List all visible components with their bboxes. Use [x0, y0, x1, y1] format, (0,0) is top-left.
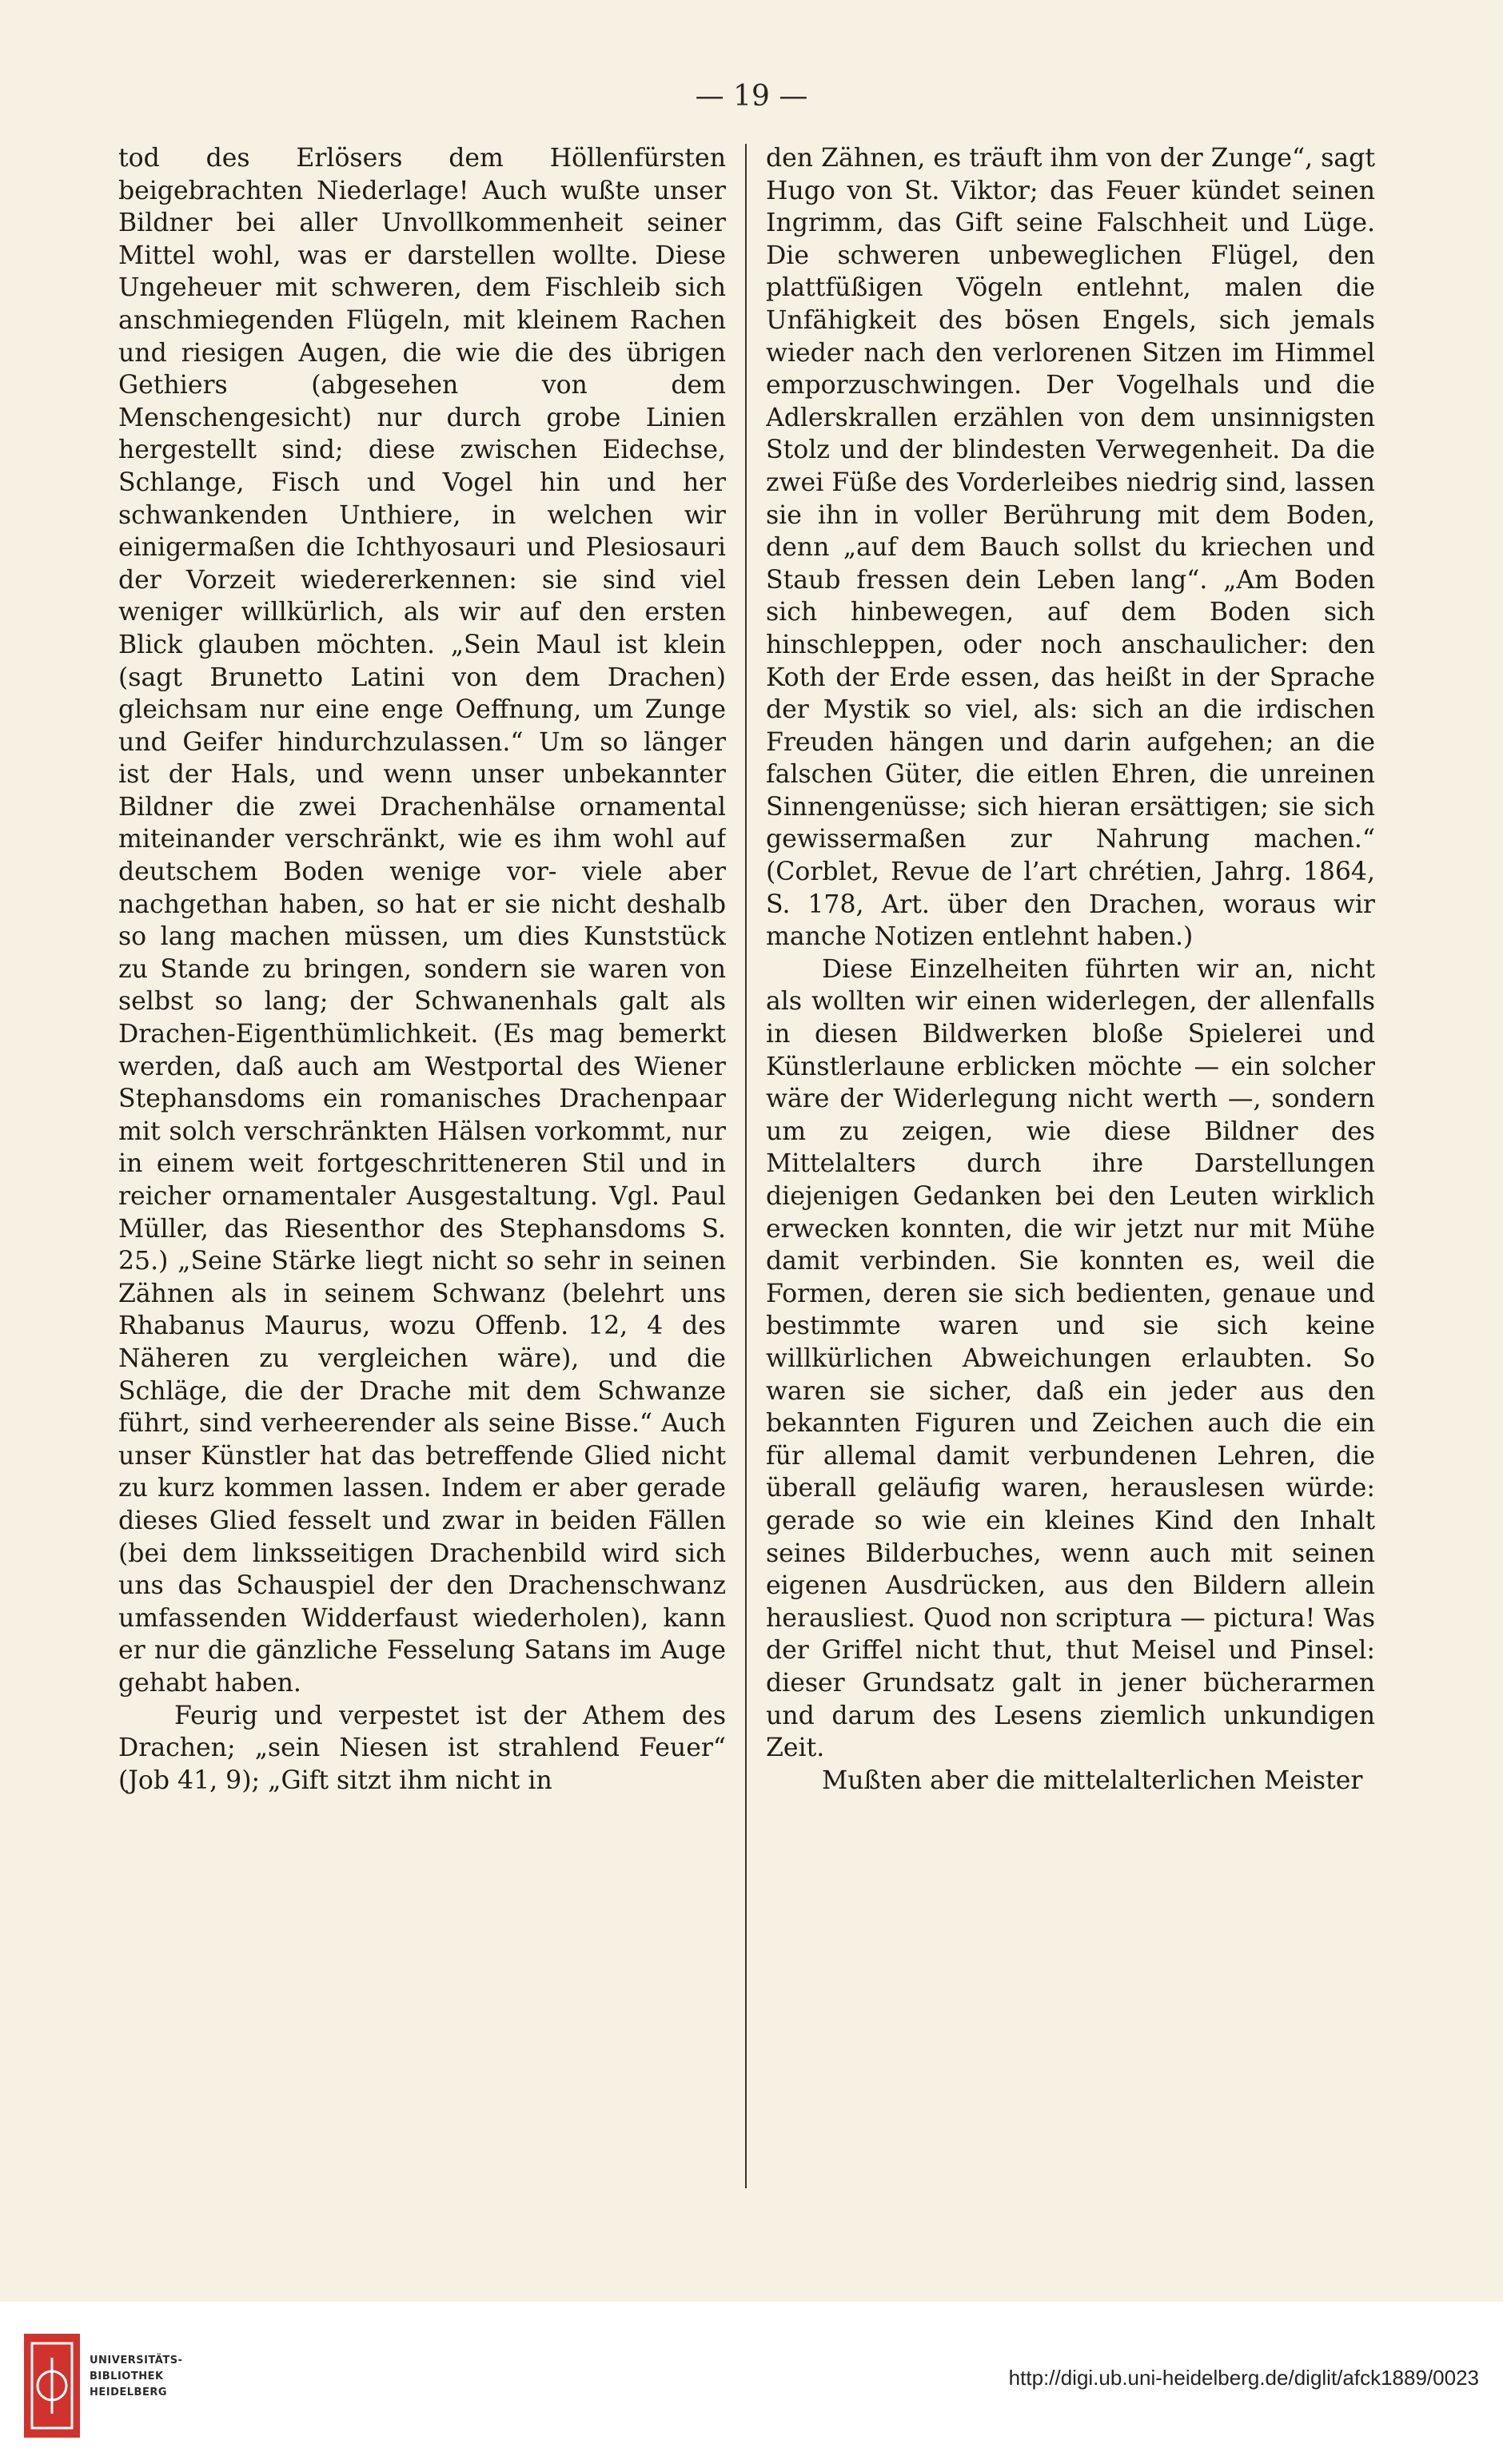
library-logo: [24, 2334, 192, 2438]
column-divider: [745, 144, 747, 2188]
source-url[interactable]: http://digi.ub.uni-heidelberg.de/diglit/afck1889/0023: [1008, 2366, 1479, 2390]
library-name-line-1: UNIVERSITÄTS-: [90, 2355, 183, 2366]
right-paragraph-2: Diese Einzelheiten führten wir an, nicht als wollten wir einen widerlegen, der allenfalls in diesen Bildwerken bloße Spielerei und Künstlerlaune erblicken möchte — ein solcher wäre der Widerlegung nicht werth —, sondern um zu zeigen, wie diese Bildner des Mittelalters durch ihre Darstellungen diejenigen Gedanken bei den Leuten wirklich erwecken konnten, die wir jetzt nur mit Mühe damit verbinden. Sie konnten es, weil die Formen, deren sie sich bedienten, genaue und bestimmte waren und sie sich keine willkürlichen Abweichungen erlaubten. So waren sie sicher, daß ein jeder aus den bekannten Figuren und Zeichen auch die ein für allemal damit verbundenen Lehren, die überall geläufig waren, herauslesen würde: gerade so wie ein kleines Kind den Inhalt seines Bilderbuches, wenn auch mit seinen eigenen Ausdrücken, aus den Bildern allein herausliest. Quod non scriptura — pictura! Was der Griffel nicht thut, thut Meisel und Pinsel: dieser Grundsatz galt in jener bücherarmen und darum des Lesens ziemlich unkundigen Zeit.: [766, 954, 1375, 1763]
left-column: [118, 142, 726, 2204]
library-name: [90, 2353, 201, 2401]
library-seal-icon: [24, 2334, 80, 2438]
left-paragraph-1: tod des Erlösers dem Höllenfürsten beigebrachten Niederlage! Auch wußte unser Bildner bei aller Unvollkommenheit seiner Mittel wohl, was er darstellen wollte. Diese Ungeheuer mit schweren, dem Fischleib sich anschmiegenden Flügeln, mit kleinem Rachen und riesigen Augen, die wie die des übrigen Gethiers (abgesehen von dem Menschengesicht) nur durch grobe Linien hergestellt sind; diese zwischen Eidechse, Schlange, Fisch und Vogel hin und her schwankenden Unthiere, in welchen wir einigermaßen die Ichthyosauri und Plesiosauri der Vorzeit wiedererkennen: sie sind viel weniger willkürlich, als wir auf den ersten Blick glauben möchten. „Sein Maul ist klein (sagt Brunetto Latini von dem Drachen) gleichsam nur eine enge Oeffnung, um Zunge und Geifer hindurchzulassen.“ Um so länger ist der Hals, und wenn unser unbekannter Bildner die zwei Drachenhälse ornamental miteinander verschränkt, wie es ihm wohl auf deutschem Boden wenige vor- viele aber nachgethan haben, so hat er sie nicht deshalb so lang machen müssen, um dies Kunststück zu Stande zu bringen, sondern sie waren von selbst so lang; der Schwanenhals galt als Drachen-Eigenthümlichkeit. (Es mag bemerkt werden, daß auch am Westportal des Wiener Stephansdoms ein romanisches Drachenpaar mit solch verschränkten Hälsen vorkommt, nur in einem weit fortgeschritteneren Stil und in reicher ornamentaler Ausgestaltung. Vgl. Paul Müller, das Riesenthor des Stephansdoms S. 25.) „Seine Stärke liegt nicht so sehr in seinen Zähnen als in seinem Schwanz (belehrt uns Rhabanus Maurus, wozu Offenb. 12, 4 des Näheren zu vergleichen wäre), und die Schläge, die der Drache mit dem Schwanze führt, sind verheerender als seine Bisse.“ Auch unser Künstler hat das betreffende Glied nicht zu kurz kommen lassen. Indem er aber gerade dieses Glied fesselt und zwar in beiden Fällen (bei dem linksseitigen Drachenbild wird sich uns das Schauspiel der den Drachenschwanz umfassenden Widderfaust wiederholen), kann er nur die gänzliche Fesselung Satans im Auge gehabt haben.: [118, 144, 726, 1698]
left-paragraph-2: Feurig und verpestet ist der Athem des Drachen; „sein Niesen ist strahlend Feuer“ (Job 41, 9); „Gift sitzt ihm nicht in: [118, 1701, 726, 1795]
library-name-line-2: BIBLIOTHEK: [90, 2370, 164, 2382]
page-number: — 19 —: [695, 80, 808, 113]
right-paragraph-3: Mußten aber die mittelalterlichen Meister: [822, 1765, 1363, 1795]
right-paragraph-1: den Zähnen, es träuft ihm von der Zunge“, sagt Hugo von St. Viktor; das Feuer kündet seinen Ingrimm, das Gift seine Falschheit und Lüge. Die schweren unbeweglichen Flügel, den plattfüßigen Vögeln entlehnt, malen die Unfähigkeit des bösen Engels, sich jemals wieder nach den verlorenen Sitzen im Himmel emporzuschwingen. Der Vogelhals und die Adlerskrallen erzählen von dem unsinnigsten Stolz und der blindesten Verwegenheit. Da die zwei Füße des Vorderleibes niedrig sind, lassen sie ihn in voller Berührung mit dem Boden, denn „auf dem Bauch sollst du kriechen und Staub fressen dein Leben lang“. „Am Boden sich hinbewegen, auf dem Boden sich hinschleppen, oder noch anschaulicher: den Koth der Erde essen, das heißt in der Sprache der Mystik so viel, als: sich an die irdischen Freuden hängen und darin aufgehen; an die falschen Güter, die eitlen Ehren, die unreinen Sinnengenüsse; sich hieran ersättigen; sie sich gewissermaßen zur Nahrung machen.“ (Corblet, Revue de l’art chrétien, Jahrg. 1864, S. 178, Art. über den Drachen, woraus wir manche Notizen entlehnt haben.): [766, 144, 1375, 952]
library-name-line-3: HEIDELBERG: [90, 2386, 168, 2398]
right-column: [766, 142, 1375, 2204]
